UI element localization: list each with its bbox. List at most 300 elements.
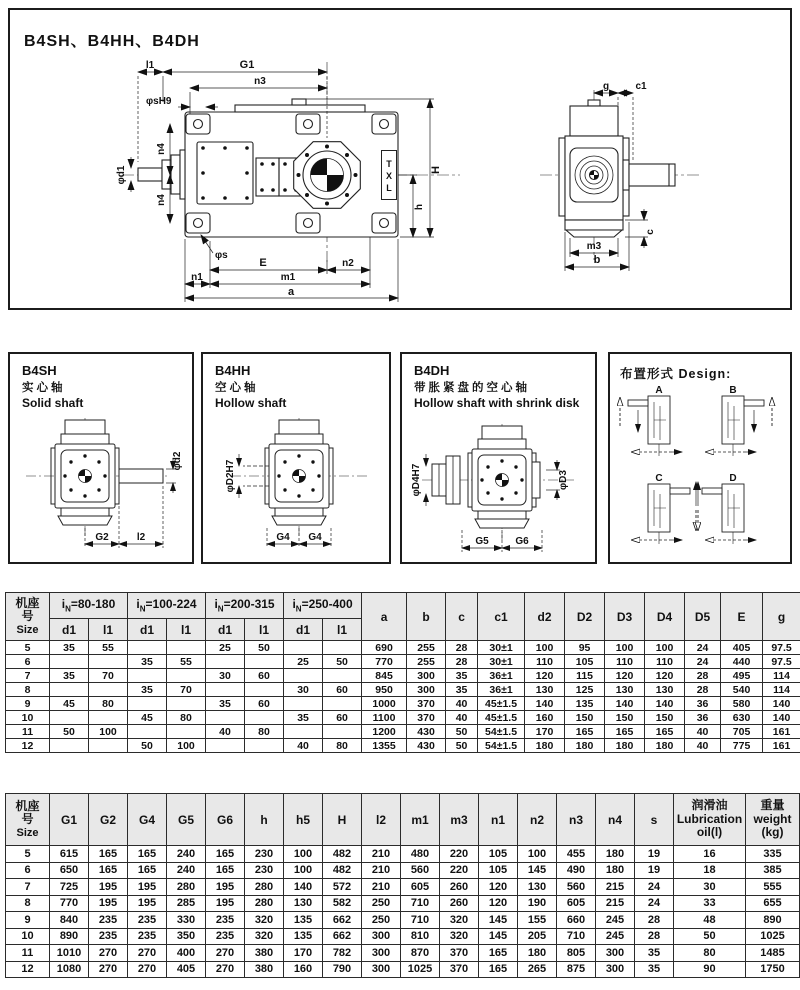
design-option-b: B: [729, 385, 737, 396]
column-header: m3: [440, 794, 479, 846]
table-cell: 36±1: [478, 669, 525, 683]
table-cell: 140: [525, 697, 565, 711]
table-cell: [206, 711, 245, 725]
table-cell: 100: [525, 641, 565, 655]
table-row: [6, 655, 800, 669]
table-cell: 8: [6, 895, 50, 912]
table-cell: 40: [685, 739, 721, 753]
table-cell: 555: [746, 879, 800, 896]
table-row: [6, 862, 800, 879]
table-cell: 80: [674, 945, 746, 962]
table-cell: 165: [206, 862, 245, 879]
table-cell: 270: [89, 945, 128, 962]
table-cell: 300: [407, 683, 446, 697]
table-cell: 180: [565, 739, 605, 753]
column-header: G6: [206, 794, 245, 846]
dim-label-d1: φd1: [116, 165, 127, 185]
table-cell: 12: [6, 739, 50, 753]
table-cell: 300: [596, 961, 635, 978]
variant-name-en: Solid shaft: [22, 396, 84, 410]
dim-label-G2: G2: [95, 532, 109, 543]
gearbox-overview-drawing: [10, 10, 790, 308]
table-cell: 40: [284, 739, 323, 753]
table-cell: 210: [362, 862, 401, 879]
table-row: [6, 895, 800, 912]
table-cell: 205: [518, 928, 557, 945]
table-cell: 710: [401, 895, 440, 912]
table-cell: 280: [245, 879, 284, 896]
table-cell: 10: [6, 711, 50, 725]
table-cell: 220: [440, 846, 479, 863]
table-cell: 100: [167, 739, 206, 753]
table-cell: 235: [128, 928, 167, 945]
size-column-header: 机座 号 Size: [6, 794, 50, 846]
table-cell: 260: [440, 895, 479, 912]
dim-label-m1: m1: [280, 272, 296, 283]
table-cell: 80: [167, 711, 206, 725]
table-cell: [206, 683, 245, 697]
table-cell: 145: [518, 862, 557, 879]
table-cell: 1025: [401, 961, 440, 978]
table-cell: 582: [323, 895, 362, 912]
table-cell: 35: [635, 961, 674, 978]
table-cell: 280: [167, 879, 206, 896]
dim-label-n4-bottom: n4: [156, 194, 167, 206]
table-cell: 110: [645, 655, 685, 669]
table-cell: 145: [479, 912, 518, 929]
table-cell: 24: [635, 895, 674, 912]
table-cell: 50: [446, 739, 478, 753]
b4hh-drawing: [203, 416, 389, 560]
table-cell: 110: [525, 655, 565, 669]
dim-label-n1: n1: [191, 272, 203, 283]
table-cell: 125: [565, 683, 605, 697]
table-cell: 725: [50, 879, 89, 896]
table-cell: 400: [167, 945, 206, 962]
table-cell: 235: [206, 928, 245, 945]
table-cell: 170: [284, 945, 323, 962]
table-cell: [167, 725, 206, 739]
table-cell: 9: [6, 912, 50, 929]
table-cell: 54±1.5: [478, 725, 525, 739]
dim-label-D2H7: φD2H7: [225, 459, 236, 493]
dim-label-G5: G5: [475, 536, 489, 547]
table-cell: 114: [763, 669, 800, 683]
table-cell: 260: [440, 879, 479, 896]
table-cell: 11: [6, 725, 50, 739]
table-cell: 10: [6, 928, 50, 945]
column-header: n2: [518, 794, 557, 846]
table-cell: 100: [284, 846, 323, 863]
table-cell: 24: [685, 655, 721, 669]
table-cell: [50, 711, 89, 725]
table-cell: 28: [635, 928, 674, 945]
dim-label-a: a: [287, 286, 295, 298]
table-cell: 150: [605, 711, 645, 725]
table-cell: 135: [284, 912, 323, 929]
table-cell: 6: [6, 862, 50, 879]
table-cell: 690: [362, 641, 407, 655]
table-cell: 482: [323, 862, 362, 879]
table-cell: 100: [645, 641, 685, 655]
table-cell: 30: [674, 879, 746, 896]
table-cell: [128, 669, 167, 683]
table-cell: 405: [721, 641, 763, 655]
dim-label-n4-top: n4: [156, 143, 167, 155]
dim-label-H: H: [430, 166, 442, 174]
table-cell: 100: [605, 641, 645, 655]
table-cell: 380: [245, 945, 284, 962]
table-cell: 235: [89, 912, 128, 929]
table2-body: [6, 846, 800, 978]
table-cell: 155: [518, 912, 557, 929]
column-header: g: [763, 593, 800, 641]
table-cell: 490: [557, 862, 596, 879]
table-cell: 30: [284, 683, 323, 697]
table-cell: 195: [89, 879, 128, 896]
table-cell: [284, 697, 323, 711]
table-cell: 180: [605, 739, 645, 753]
table-cell: 50: [323, 655, 362, 669]
table-cell: 782: [323, 945, 362, 962]
subcolumn-header: l1: [89, 619, 128, 641]
table-cell: 40: [446, 697, 478, 711]
column-header: G4: [128, 794, 167, 846]
table-cell: 114: [763, 683, 800, 697]
table-cell: 110: [605, 655, 645, 669]
dim-label-E: E: [259, 257, 267, 269]
table-cell: 1100: [362, 711, 407, 725]
table-cell: 120: [525, 669, 565, 683]
table-cell: 580: [721, 697, 763, 711]
table-cell: 270: [128, 945, 167, 962]
table-cell: 105: [565, 655, 605, 669]
table-cell: 270: [206, 961, 245, 978]
dim-label-sH9: φsH9: [146, 96, 172, 107]
table-cell: 330: [167, 912, 206, 929]
b4dh-drawing: [402, 422, 595, 560]
table-cell: [245, 711, 284, 725]
table-cell: 1355: [362, 739, 407, 753]
column-header: n1: [479, 794, 518, 846]
table-cell: 30±1: [478, 655, 525, 669]
table-cell: 210: [362, 846, 401, 863]
variant-code: B4SH: [22, 363, 57, 378]
table-cell: 1485: [746, 945, 800, 962]
table-cell: [89, 683, 128, 697]
table-cell: 285: [167, 895, 206, 912]
table-row: [6, 739, 800, 753]
table-cell: 165: [128, 846, 167, 863]
table-cell: 40: [206, 725, 245, 739]
table-cell: 100: [89, 725, 128, 739]
table-cell: 1000: [362, 697, 407, 711]
table-cell: [245, 683, 284, 697]
table-cell: 150: [645, 711, 685, 725]
table-cell: 19: [635, 846, 674, 863]
table-cell: 35: [128, 683, 167, 697]
column-header: G2: [89, 794, 128, 846]
table-cell: 300: [596, 945, 635, 962]
table-cell: 370: [407, 697, 446, 711]
table-cell: [323, 697, 362, 711]
table-cell: 230: [245, 862, 284, 879]
table-cell: 572: [323, 879, 362, 896]
table-cell: [323, 641, 362, 655]
table1-body: [6, 641, 800, 753]
table-cell: 11: [6, 945, 50, 962]
table-cell: 370: [440, 961, 479, 978]
table-cell: 440: [721, 655, 763, 669]
table-cell: 775: [721, 739, 763, 753]
table-cell: [50, 739, 89, 753]
table-cell: 235: [89, 928, 128, 945]
column-header: D5: [685, 593, 721, 641]
table-cell: [167, 697, 206, 711]
dim-label-b: b: [593, 254, 601, 266]
table-cell: 30: [206, 669, 245, 683]
table-cell: 1010: [50, 945, 89, 962]
txl-nameplate: TXL: [381, 150, 397, 200]
table-cell: 28: [685, 683, 721, 697]
table-cell: 560: [557, 879, 596, 896]
table-cell: 300: [362, 928, 401, 945]
table-cell: 54±1.5: [478, 739, 525, 753]
weight-header: 重量 weight (kg): [746, 794, 800, 846]
table-cell: 605: [401, 879, 440, 896]
table-cell: 180: [596, 862, 635, 879]
column-header: s: [635, 794, 674, 846]
table-cell: 135: [284, 928, 323, 945]
table-cell: [245, 655, 284, 669]
table-cell: 90: [674, 961, 746, 978]
table-row: [6, 961, 800, 978]
table-cell: 350: [167, 928, 206, 945]
dim-label-n2: n2: [342, 258, 354, 269]
design-option-a: A: [655, 385, 663, 396]
subcolumn-header: l1: [167, 619, 206, 641]
dim-label-G6: G6: [515, 536, 529, 547]
table-cell: 97.5: [763, 641, 800, 655]
table-cell: 190: [518, 895, 557, 912]
column-header: l2: [362, 794, 401, 846]
column-header: n4: [596, 794, 635, 846]
table-cell: 18: [674, 862, 746, 879]
dim-label-D4H7: φD4H7: [411, 463, 422, 497]
table-cell: 320: [440, 912, 479, 929]
variant-box-b4dh: [400, 352, 597, 564]
table-cell: 45±1.5: [478, 711, 525, 725]
table-cell: 265: [518, 961, 557, 978]
dimension-table-housing: [5, 793, 800, 978]
design-option-c: C: [655, 473, 663, 484]
table-cell: 135: [565, 697, 605, 711]
table-cell: 662: [323, 912, 362, 929]
table-cell: 480: [401, 846, 440, 863]
table-cell: 655: [746, 895, 800, 912]
variant-name-en: Hollow shaft with shrink disk: [414, 396, 580, 410]
column-header: D3: [605, 593, 645, 641]
table-cell: [245, 739, 284, 753]
table-cell: [323, 725, 362, 739]
table-cell: 1750: [746, 961, 800, 978]
table-cell: 115: [565, 669, 605, 683]
table-cell: 70: [89, 669, 128, 683]
table-cell: 35: [128, 655, 167, 669]
table-cell: 24: [685, 641, 721, 655]
table-cell: 28: [635, 912, 674, 929]
table-cell: 430: [407, 725, 446, 739]
table-cell: 50: [446, 725, 478, 739]
table-cell: 16: [674, 846, 746, 863]
table-cell: 180: [645, 739, 685, 753]
table-cell: 615: [50, 846, 89, 863]
table-cell: 370: [407, 711, 446, 725]
table-cell: 320: [245, 928, 284, 945]
table-cell: 40: [446, 711, 478, 725]
table-cell: [167, 669, 206, 683]
table-cell: 9: [6, 697, 50, 711]
table-cell: 160: [525, 711, 565, 725]
table-cell: 100: [518, 846, 557, 863]
table-cell: 140: [645, 697, 685, 711]
table-cell: [128, 697, 167, 711]
table-cell: 140: [763, 711, 800, 725]
table-row: [6, 669, 800, 683]
lubrication-oil-header: 润滑油 Lubrication oil(l): [674, 794, 746, 846]
table-cell: 810: [401, 928, 440, 945]
table-cell: 235: [128, 912, 167, 929]
table-cell: 36±1: [478, 683, 525, 697]
table-cell: 630: [721, 711, 763, 725]
table-cell: 300: [362, 945, 401, 962]
variant-box-b4hh: [201, 352, 391, 564]
table-cell: 495: [721, 669, 763, 683]
table-row: [6, 879, 800, 896]
dim-label-c1: c1: [635, 81, 647, 92]
variant-name-cn: 空心轴: [215, 382, 259, 394]
table-cell: 55: [167, 655, 206, 669]
table-cell: 5: [6, 846, 50, 863]
table-cell: 12: [6, 961, 50, 978]
table-cell: 405: [167, 961, 206, 978]
table-cell: 195: [128, 895, 167, 912]
table-cell: 170: [525, 725, 565, 739]
table-cell: 120: [479, 879, 518, 896]
table-cell: 370: [440, 945, 479, 962]
table-cell: 60: [323, 683, 362, 697]
table-cell: 5: [6, 641, 50, 655]
table-cell: 95: [565, 641, 605, 655]
table-cell: 300: [362, 961, 401, 978]
table-cell: [89, 655, 128, 669]
table-cell: 120: [605, 669, 645, 683]
table-row: [6, 683, 800, 697]
table-cell: 140: [605, 697, 645, 711]
table-cell: 130: [605, 683, 645, 697]
table-cell: 195: [206, 895, 245, 912]
table-cell: 770: [50, 895, 89, 912]
table-cell: 48: [674, 912, 746, 929]
table-cell: 45: [128, 711, 167, 725]
table-cell: 60: [323, 711, 362, 725]
table-cell: 165: [479, 961, 518, 978]
table-cell: 165: [128, 862, 167, 879]
table-row: [6, 641, 800, 655]
table-cell: [323, 669, 362, 683]
table-cell: 36: [685, 711, 721, 725]
page-title: B4SH、B4HH、B4DH: [24, 33, 200, 50]
column-header: D4: [645, 593, 685, 641]
table-cell: 455: [557, 846, 596, 863]
table-cell: 320: [245, 912, 284, 929]
table-cell: 320: [440, 928, 479, 945]
table-cell: 180: [596, 846, 635, 863]
dim-label-G1: G1: [239, 59, 255, 71]
table-cell: 245: [596, 912, 635, 929]
table-cell: 120: [645, 669, 685, 683]
subcolumn-header: d1: [50, 619, 89, 641]
table-cell: 270: [206, 945, 245, 962]
table-cell: 430: [407, 739, 446, 753]
table-cell: 385: [746, 862, 800, 879]
table-cell: 33: [674, 895, 746, 912]
table-cell: 235: [206, 912, 245, 929]
table-cell: 710: [401, 912, 440, 929]
design-option-d: D: [729, 473, 737, 484]
table-cell: 60: [245, 669, 284, 683]
table-cell: 215: [596, 879, 635, 896]
table-cell: 662: [323, 928, 362, 945]
dim-label-l1: l1: [145, 60, 155, 71]
table-cell: 705: [721, 725, 763, 739]
table-cell: 240: [167, 862, 206, 879]
table-cell: 1025: [746, 928, 800, 945]
table-cell: 560: [401, 862, 440, 879]
dim-label-G4-left: G4: [276, 532, 290, 543]
table-cell: 40: [685, 725, 721, 739]
variant-code: B4HH: [215, 363, 251, 378]
b4sh-drawing: [10, 416, 192, 560]
table-cell: 80: [89, 697, 128, 711]
table-cell: 55: [89, 641, 128, 655]
table-cell: 130: [284, 895, 323, 912]
table-cell: [50, 655, 89, 669]
table-cell: 6: [6, 655, 50, 669]
dim-label-s: φs: [215, 250, 228, 261]
table-cell: 840: [50, 912, 89, 929]
dim-label-h: h: [414, 203, 425, 211]
table-cell: 130: [518, 879, 557, 896]
table-cell: 1080: [50, 961, 89, 978]
table-cell: 25: [206, 641, 245, 655]
table-cell: 50: [128, 739, 167, 753]
table-cell: 60: [245, 697, 284, 711]
column-header: G5: [167, 794, 206, 846]
table-cell: 105: [479, 846, 518, 863]
column-header: m1: [401, 794, 440, 846]
design-options-drawing: [610, 382, 790, 560]
table-cell: 220: [440, 862, 479, 879]
table-cell: 215: [596, 895, 635, 912]
table-cell: 195: [128, 879, 167, 896]
subcolumn-header: d1: [284, 619, 323, 641]
side-view: [540, 90, 700, 260]
table-cell: 7: [6, 669, 50, 683]
table-cell: 161: [763, 739, 800, 753]
table-cell: 255: [407, 655, 446, 669]
table-cell: 35: [635, 945, 674, 962]
